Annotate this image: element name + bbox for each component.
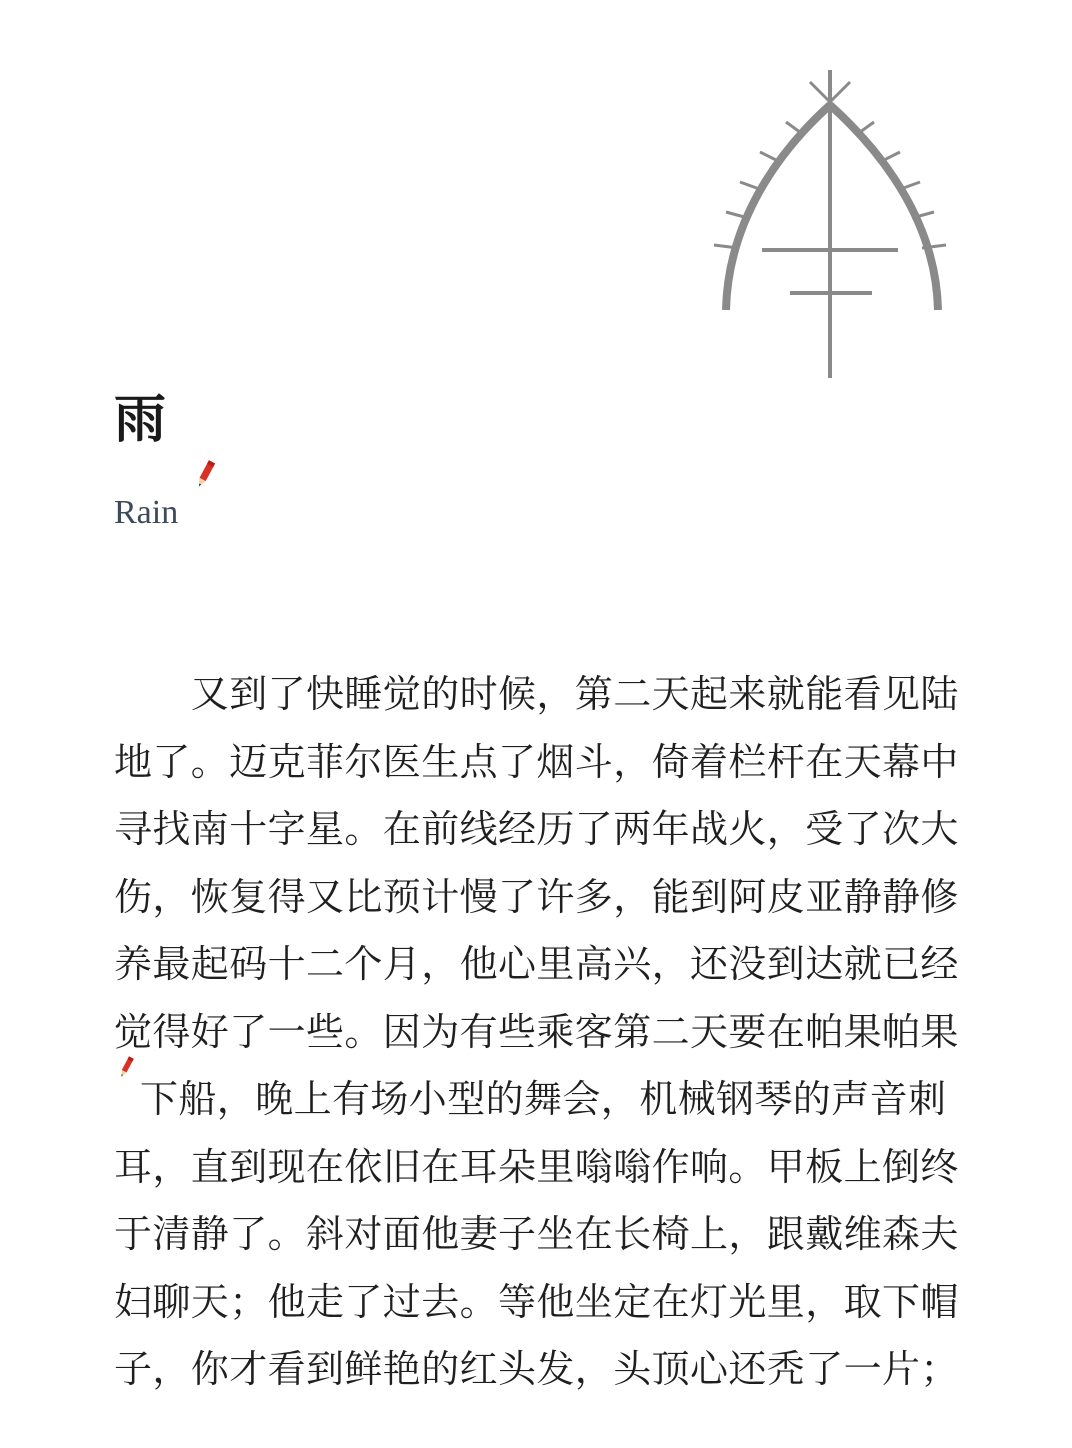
text-line: 又到了快睡觉的时候，第二天起来就能看见陆 [114, 672, 959, 716]
text-line: 妇聊天；他走了过去。等他坐定在灯光里，取下帽 [114, 1279, 959, 1324]
text-line: 子，你才看到鲜艳的红头发，头顶心还秃了一片； [114, 1347, 959, 1391]
text-line: 伤，恢复得又比预计慢了许多，能到阿皮亚静静修 [114, 874, 959, 919]
chapter-subtitle: Rain [114, 494, 179, 531]
text-line: 觉得好了一些。因为有些乘客第二天要在帕果帕果 [114, 1009, 959, 1054]
chapter-title: 雨 [114, 389, 167, 450]
text-line: 寻找南十字星。在前线经历了两年战火，受了次大 [114, 807, 959, 851]
body-paragraph [114, 661, 960, 1404]
text-line: 养最起码十二个月，他心里高兴，还没到达就已经 [114, 942, 959, 986]
pencil-icon[interactable] [192, 458, 218, 490]
text-line: 地了。迈克菲尔医生点了烟斗，倚着栏杆在天幕中 [114, 739, 959, 784]
rain-tree-ornament-icon [700, 60, 960, 390]
text-line: 耳，直到现在依旧在耳朵里嗡嗡作响。甲板上倒终 [114, 1144, 959, 1189]
text-line: 于清静了。斜对面他妻子坐在长椅上，跟戴维森夫 [114, 1212, 959, 1256]
text-line: 下船，晚上有场小型的舞会，机械钢琴的声音刺 [140, 1077, 947, 1121]
